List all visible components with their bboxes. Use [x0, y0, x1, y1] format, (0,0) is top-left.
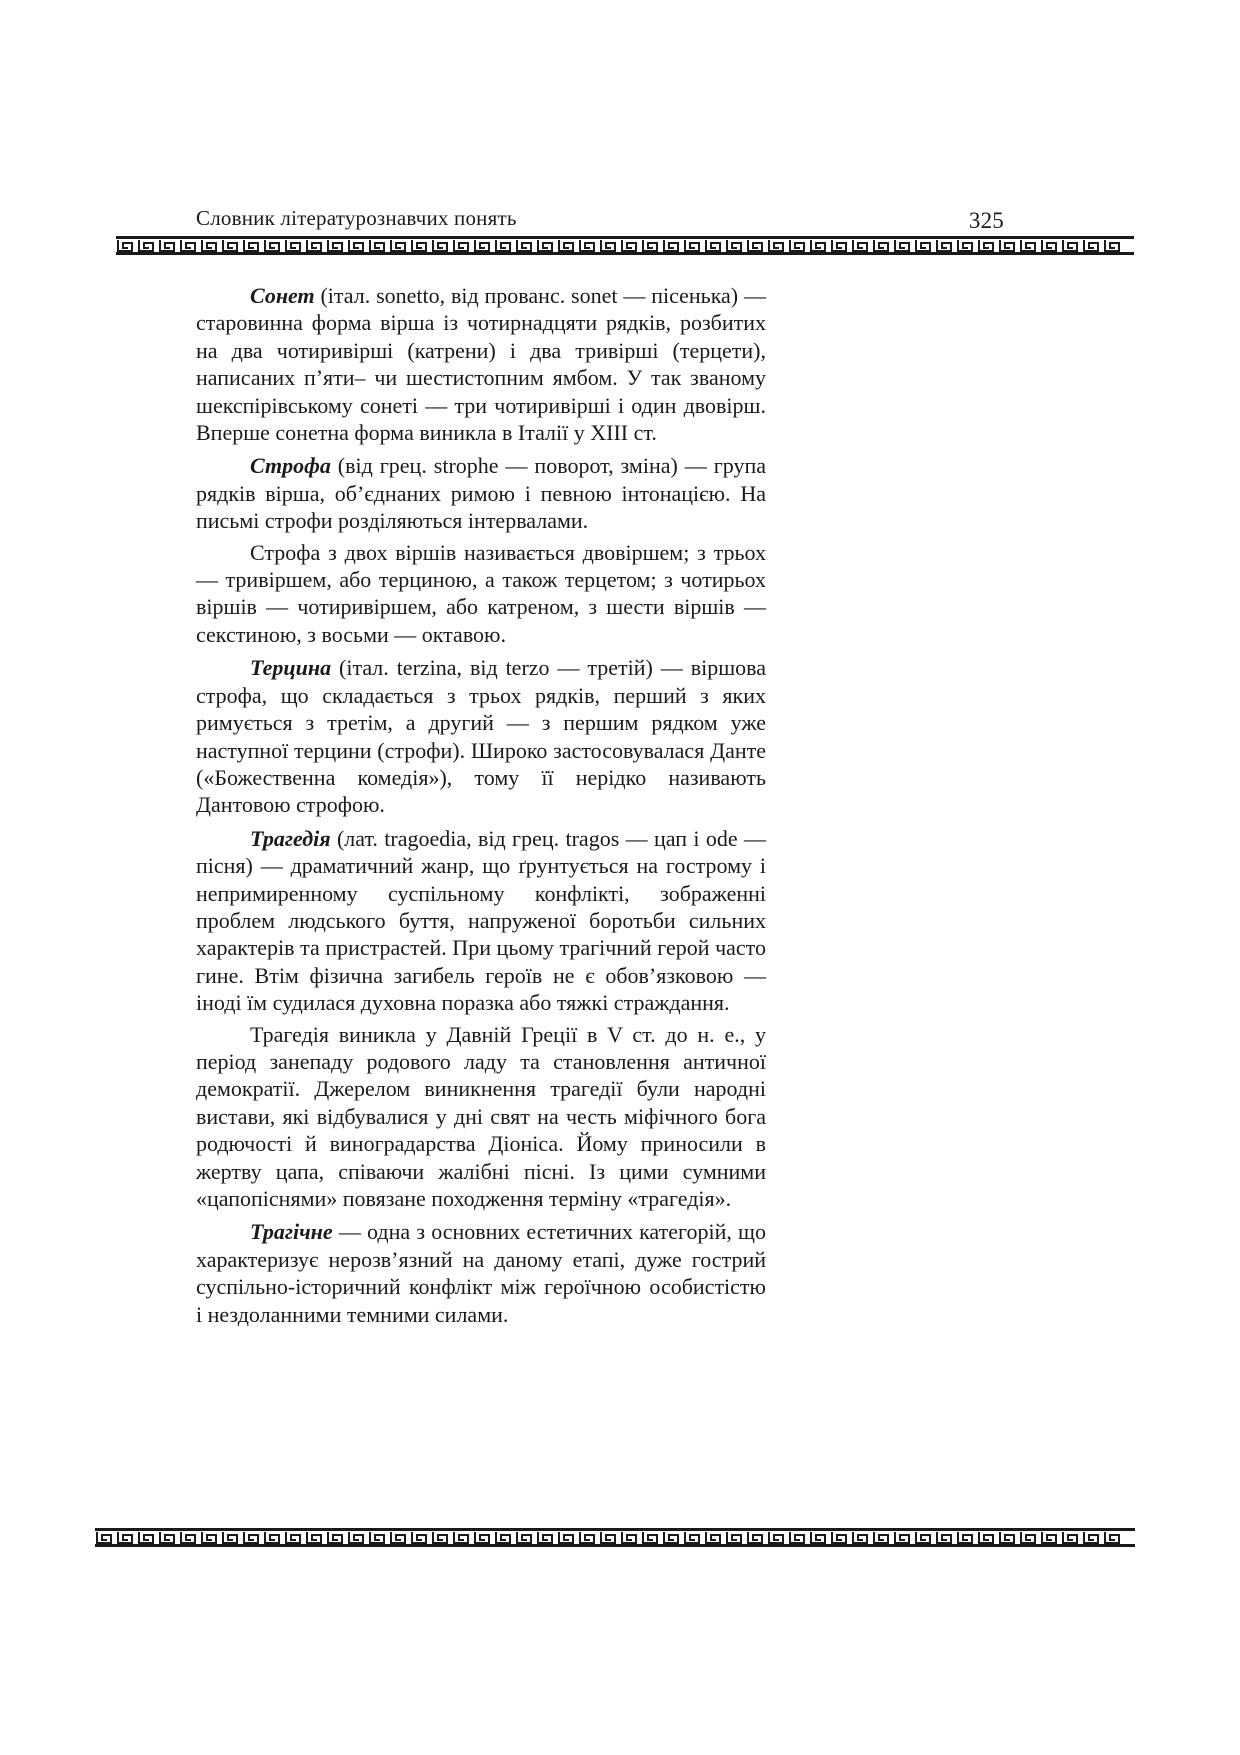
entry-term: Трагічне: [250, 1219, 333, 1245]
page-number: 325: [968, 208, 1004, 233]
entry-sonet: [196, 282, 766, 446]
dictionary-column: [196, 282, 766, 1334]
book-title: Словник літературознавчих понять: [196, 206, 517, 230]
entry-strofa-continuation: Строфа з двох віршів називається двовіршем; з трьох — тривіршем, або терциною, а також терцетом; з чотирьох віршів — чотиривіршем, або катреном, з шести віршів — секстиною, з восьми — октавою.: [196, 539, 766, 647]
bottom-ornamental-border: [95, 1528, 1135, 1547]
entry-term: Строфа: [250, 453, 331, 479]
running-head: [196, 206, 1004, 234]
entry-definition: (італ. terzina, від terzo — третій) — віршова строфа, що складається з трьох рядків, перший з яких римується з третім, а другий — з першим рядком уже наступної терцини (строфи). Широко застосовувалася Данте («Божественна комедія»), тому її нерідко називають Дантовою строфою.: [196, 655, 766, 818]
meander-border-icon: [95, 1528, 1135, 1547]
entry-term: Терцина: [250, 655, 332, 681]
entry-trahediia: [196, 825, 766, 1017]
entry-definition: — одна з основних естетичних категорій, що характеризує нерозв’язний на даному етапі, дуже гострий суспільно-історичний конфлікт між героїчною особистістю і нездоланними темними силами.: [196, 1219, 766, 1327]
entry-definition: (від грец. strophe — поворот, зміна) — група рядків вірша, об’єднаних римою і певною інтонацією. На письмі строфи розділяються інтервалами.: [196, 453, 766, 534]
entry-trahediia-continuation: Трагедія виникла у Давній Греції в V ст. до н. е., у період занепаду родового ладу та становлення античної демократії. Джерелом виникнення трагедії були народні вистави, які відбувалися у дні свят на честь міфічного бога родючості й виноградарства Діоніса. Йому приносили в жертву цапа, співаючи жалібні пісні. Із цими сумними «цапопіснями» повязане походження терміну «трагедія».: [196, 1021, 766, 1211]
entry-strofa: [196, 452, 766, 534]
meander-border-icon: [116, 236, 1134, 255]
entry-term: Трагедія: [250, 825, 331, 851]
entry-definition: (італ. sonetto, від прованс. sonet — пісенька) — старовинна форма вірша із чотирнадцяти рядків, розбитих на два чотиривірші (катрени) і два тривірші (терцети), написаних п’яти– чи шестистопним ямбом. У так званому шекспірівському сонеті — три чотиривірші і один двовірш. Вперше сонетна форма виникла в Італії у XIII ст.: [196, 283, 766, 446]
entry-definition: (лат. tragoedia, від грец. tragos — цап і ode — пісня) — драматичний жанр, що ґрунтується на гострому і непримиренному суспільному конфлікті, зображенні проблем людського буття, напруженої боротьби сильних характерів та пристрастей. При цьому трагічний герой часто гине. Втім фізична загибель героїв не є обов’язковою — іноді їм судилася духовна поразка або тяжкі страждання.: [196, 825, 766, 1016]
entry-trahichne: [196, 1218, 766, 1328]
top-ornamental-border: [116, 236, 1134, 255]
entry-tertsyna: [196, 654, 766, 818]
entry-term: Сонет: [250, 283, 315, 308]
